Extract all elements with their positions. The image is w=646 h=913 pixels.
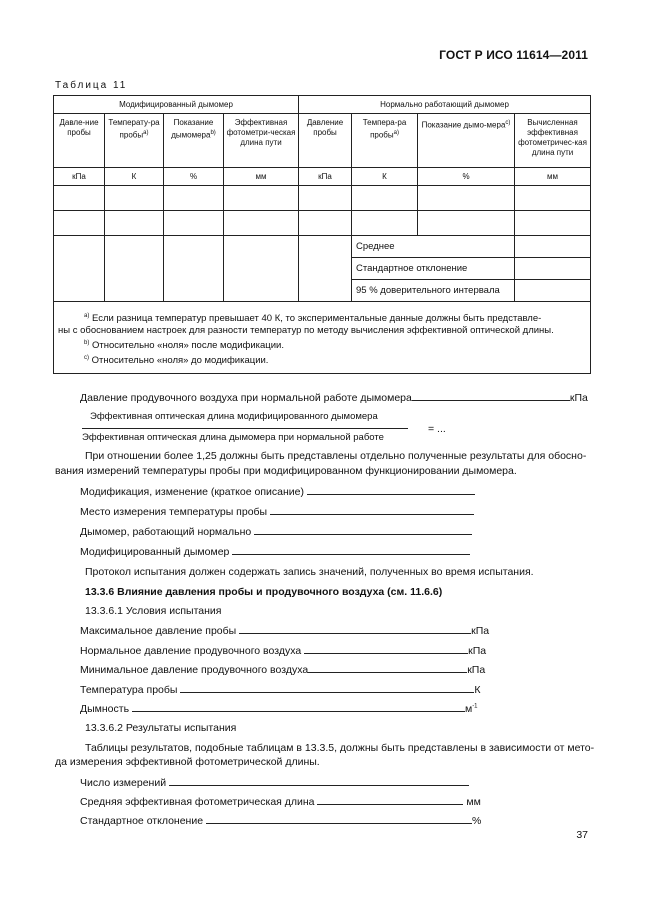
stat-ci-label: 95 % доверительного интервала: [352, 280, 515, 302]
num-measurements-line: Число измерений: [80, 777, 469, 789]
stat-ci-value: [515, 280, 591, 302]
col-header-smoke-reading: Показание дымомера$^{b)}$: [164, 114, 224, 168]
footnote-c: $^{c)}$ Относительно «ноля» до модификации.: [84, 355, 269, 367]
max-pressure-line: Максимальное давление пробы кПа: [80, 625, 490, 637]
blank-field[interactable]: [254, 526, 472, 535]
blank-field[interactable]: [169, 777, 469, 786]
col-header-smoke-reading-normal: Показание дымо-мера$^{c)}$: [418, 114, 515, 168]
blank-field[interactable]: [232, 546, 470, 555]
unit-cell: К: [105, 168, 164, 186]
smokiness-line: Дымность $м^{-1}$: [80, 703, 478, 715]
stat-mean-label: Среднее: [352, 236, 515, 258]
empty-cell: [515, 211, 591, 236]
unit-cell: К: [352, 168, 418, 186]
table-footnotes: [54, 302, 591, 374]
table-row: [54, 211, 591, 236]
section-title: 13.3.6 Влияние давления пробы и продувочного воздуха (см. 11.6.6): [85, 586, 443, 598]
unit-cell: кПа: [299, 168, 352, 186]
ratio-paragraph-line1: При отношении более 1,25 должны быть представлены отдельно полученные результаты для обосно-: [85, 450, 587, 462]
results-table: [53, 95, 591, 374]
col-header-probe-pressure-normal: Давление пробы: [299, 114, 352, 168]
empty-cell: [105, 186, 164, 211]
tables-paragraph-line1: Таблицы результатов, подобные таблицам в 13.3.5, должны быть представлены в зависимости от мето-: [85, 742, 595, 754]
normal-purge-line: Нормальное давление продувочного воздуха кПа: [80, 645, 487, 657]
empty-cell: [299, 211, 352, 236]
unit-cell: мм: [515, 168, 591, 186]
ratio-paragraph-line2: вания измерений температуры пробы при модифицированном функционировании дымомера.: [55, 465, 517, 477]
blank-field[interactable]: [180, 684, 474, 693]
unit-cell: %: [418, 168, 515, 186]
fraction-numerator: Эффективная оптическая длина модифицированного дымомера: [90, 411, 378, 422]
unit-cell: кПа: [54, 168, 105, 186]
blank-field[interactable]: [206, 815, 472, 824]
blank-field[interactable]: [132, 703, 465, 712]
fraction-denominator: Эффективная оптическая длина дымомера при нормальной работе: [82, 432, 384, 443]
blank-field[interactable]: [304, 645, 468, 654]
table-title: Таблица 11: [55, 80, 128, 91]
group-header-normal: Нормально работающий дымомер: [299, 96, 591, 114]
blank-field[interactable]: [317, 796, 463, 805]
table-row: [54, 186, 591, 211]
empty-cell: [105, 236, 164, 302]
empty-cell: [164, 236, 224, 302]
protocol-statement: Протокол испытания должен содержать запись значений, полученных во время испытания.: [85, 566, 534, 578]
empty-cell: [54, 186, 105, 211]
footnote-a-continued: ны с обоснованием настроек для разности температур по методу вычисления эффективной оптической длины.: [58, 325, 554, 337]
min-purge-line: Минимальное давление продувочного воздуха кПа: [80, 664, 486, 676]
unit-cell: мм: [224, 168, 299, 186]
stat-sd-value: [515, 258, 591, 280]
empty-cell: [54, 236, 105, 302]
blank-field[interactable]: [270, 506, 474, 515]
col-header-probe-pressure: Давле-ние пробы: [54, 114, 105, 168]
blank-field[interactable]: [412, 392, 570, 401]
fraction-equals: = ...: [428, 423, 446, 435]
std-deviation-line: Стандартное отклонение %: [80, 815, 482, 827]
probe-temp-place-line: Место измерения температуры пробы: [80, 506, 474, 518]
stat-sd-label: Стандартное отклонение: [352, 258, 515, 280]
tables-paragraph-line2: да измерения эффективной фотометрической длины.: [55, 756, 320, 768]
unit-cell: %: [164, 168, 224, 186]
empty-cell: [515, 186, 591, 211]
col-header-calculated-length: Вычисленная эффективная фотометричес-кая длина пути: [515, 114, 591, 168]
empty-cell: [299, 186, 352, 211]
empty-cell: [352, 186, 418, 211]
purge-pressure-line: Давление продувочного воздуха при нормальной работе дымомера кПа: [80, 392, 588, 404]
empty-cell: [54, 211, 105, 236]
col-header-probe-temperature-normal: Темпера-ра пробы$^{a)}$: [352, 114, 418, 168]
page-number: 37: [576, 829, 588, 841]
group-header-modified: Модифицированный дымомер: [54, 96, 299, 114]
footnote-a: $^{a)}$ Если разница температур превышает 40 К, то экспериментальные данные должны быть представле-: [84, 313, 542, 325]
empty-cell: [105, 211, 164, 236]
normal-smokemeter-line: Дымомер, работающий нормально: [80, 526, 472, 538]
empty-cell: [299, 236, 352, 302]
document-id: ГОСТ Р ИСО 11614—2011: [439, 48, 588, 62]
empty-cell: [224, 211, 299, 236]
empty-cell: [224, 186, 299, 211]
blank-field[interactable]: [307, 486, 475, 495]
col-header-probe-temperature: Температу-ра пробы$^{a)}$: [105, 114, 164, 168]
empty-cell: [164, 211, 224, 236]
empty-cell: [164, 186, 224, 211]
empty-cell: [352, 211, 418, 236]
subsection-conditions: 13.3.6.1 Условия испытания: [85, 605, 222, 617]
footnote-b: $^{b)}$ Относительно «ноля» после модификации.: [84, 340, 284, 352]
empty-cell: [418, 186, 515, 211]
avg-length-line: Средняя эффективная фотометрическая длина мм: [80, 796, 481, 808]
blank-field[interactable]: [308, 664, 467, 673]
empty-cell: [224, 236, 299, 302]
empty-cell: [418, 211, 515, 236]
modified-smokemeter-line: Модифицированный дымомер: [80, 546, 470, 558]
fraction-bar: [82, 428, 408, 429]
col-header-effective-length: Эффективная фотометри-ческая длина пути: [224, 114, 299, 168]
subsection-results: 13.3.6.2 Результаты испытания: [85, 722, 237, 734]
modification-line: Модификация, изменение (краткое описание): [80, 486, 475, 498]
blank-field[interactable]: [239, 625, 471, 634]
probe-temp-line: Температура пробы К: [80, 684, 481, 696]
stat-mean-value: [515, 236, 591, 258]
